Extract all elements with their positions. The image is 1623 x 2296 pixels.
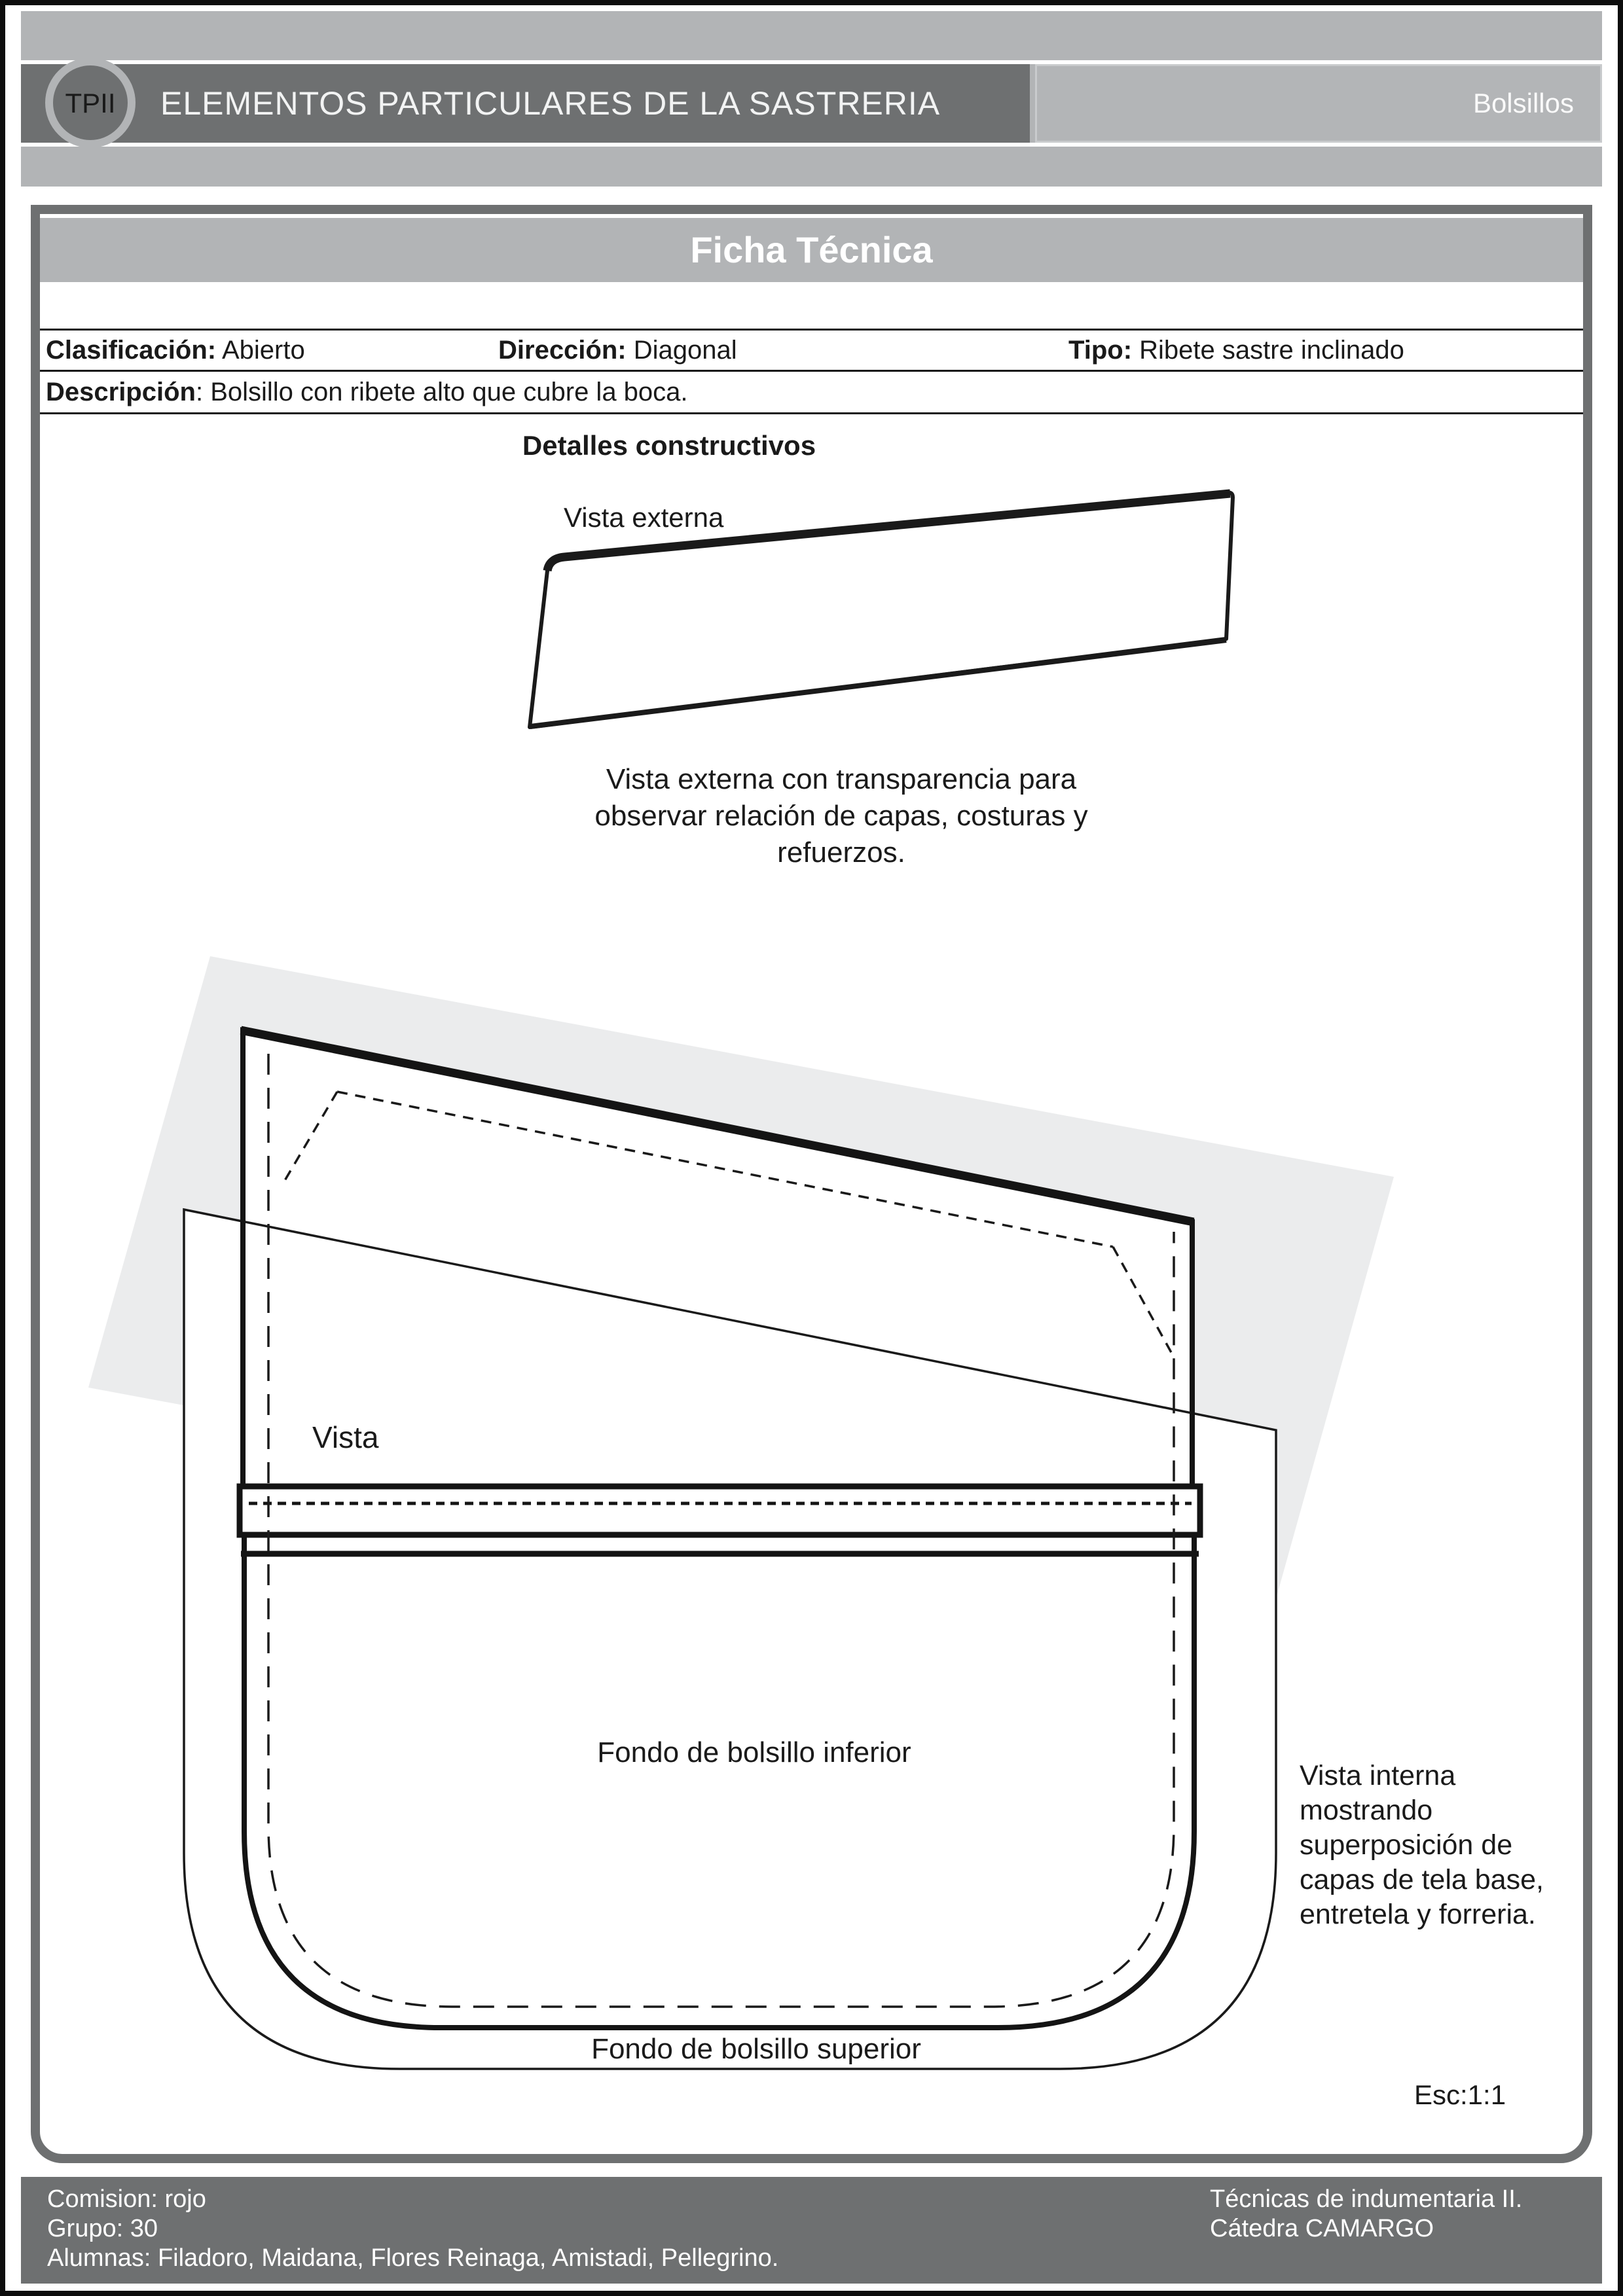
ficha-title: Ficha Técnica	[690, 229, 933, 270]
footer-students: Alumnas: Filadoro, Maidana, Flores Reinaga, Amistadi, Pellegrino.	[47, 2244, 779, 2272]
field-descripcion-value: : Bolsillo con ribete alto que cubre la boca.	[195, 378, 688, 406]
transparency-caption	[579, 761, 1103, 871]
tpii-logo-icon	[45, 57, 136, 149]
caption-line-2: observar relación de capas, costuras y	[594, 800, 1088, 832]
header-bar	[21, 11, 1602, 187]
caption-line-3: refuerzos.	[777, 836, 905, 869]
footer-chair: Cátedra CAMARGO	[1210, 2215, 1434, 2242]
header-right-tab	[1035, 64, 1602, 143]
header-right-tab-label: Bolsillos	[1472, 88, 1574, 118]
scale-label: Esc:1:1	[1414, 2079, 1506, 2110]
note-line-2: mostrando	[1300, 1795, 1433, 1826]
field-clasificacion-label: Clasificación:	[46, 336, 217, 365]
ribete-band	[240, 1486, 1200, 1535]
section-heading: Detalles constructivos	[522, 430, 816, 461]
field-tipo	[1068, 336, 1404, 365]
field-direccion-label: Dirección:	[498, 336, 627, 365]
header-divider-bottom	[21, 143, 1602, 147]
ficha-tecnica-box	[31, 205, 1592, 2163]
note-line-4: capas de tela base,	[1300, 1864, 1544, 1895]
footer-commission: Comision: rojo	[47, 2185, 206, 2213]
vista-externa-drawing	[515, 479, 1254, 744]
vista-label: Vista	[312, 1420, 379, 1454]
footer-bar	[21, 2177, 1602, 2284]
fondo-inferior-label: Fondo de bolsillo inferior	[597, 1736, 911, 1768]
caption-line-1: Vista externa con transparencia para	[606, 763, 1077, 795]
note-line-3: superposición de	[1300, 1829, 1513, 1861]
footer-group: Grupo: 30	[47, 2215, 158, 2242]
footer-left-block	[47, 2185, 778, 2273]
footer-right-block	[1210, 2185, 1522, 2244]
vista-interna-note	[1300, 1759, 1594, 1932]
field-clasificacion	[46, 336, 305, 365]
page-title: ELEMENTOS PARTICULARES DE LA SASTRERIA	[160, 85, 941, 122]
field-tipo-value: Ribete sastre inclinado	[1139, 336, 1404, 365]
divider-line-3	[40, 412, 1583, 414]
field-direccion-value: Diagonal	[633, 336, 737, 365]
ficha-title-band	[40, 218, 1583, 282]
divider-line-1	[40, 329, 1583, 331]
vista-externa-label: Vista externa	[564, 502, 724, 533]
field-clasificacion-value: Abierto	[221, 336, 305, 365]
note-line-1: Vista interna	[1300, 1760, 1456, 1791]
divider-line-2	[40, 370, 1583, 372]
logo-text: TPII	[65, 88, 116, 118]
field-tipo-label: Tipo:	[1068, 336, 1133, 365]
field-direccion	[498, 336, 737, 365]
field-descripcion	[46, 378, 688, 407]
field-descripcion-label: Descripción	[46, 378, 196, 406]
note-line-5: entretela y forreria.	[1300, 1899, 1536, 1930]
vista-interna-drawing	[40, 890, 1583, 2154]
footer-course: Técnicas de indumentaria II.	[1210, 2185, 1523, 2213]
fondo-superior-label: Fondo de bolsillo superior	[591, 2033, 921, 2065]
